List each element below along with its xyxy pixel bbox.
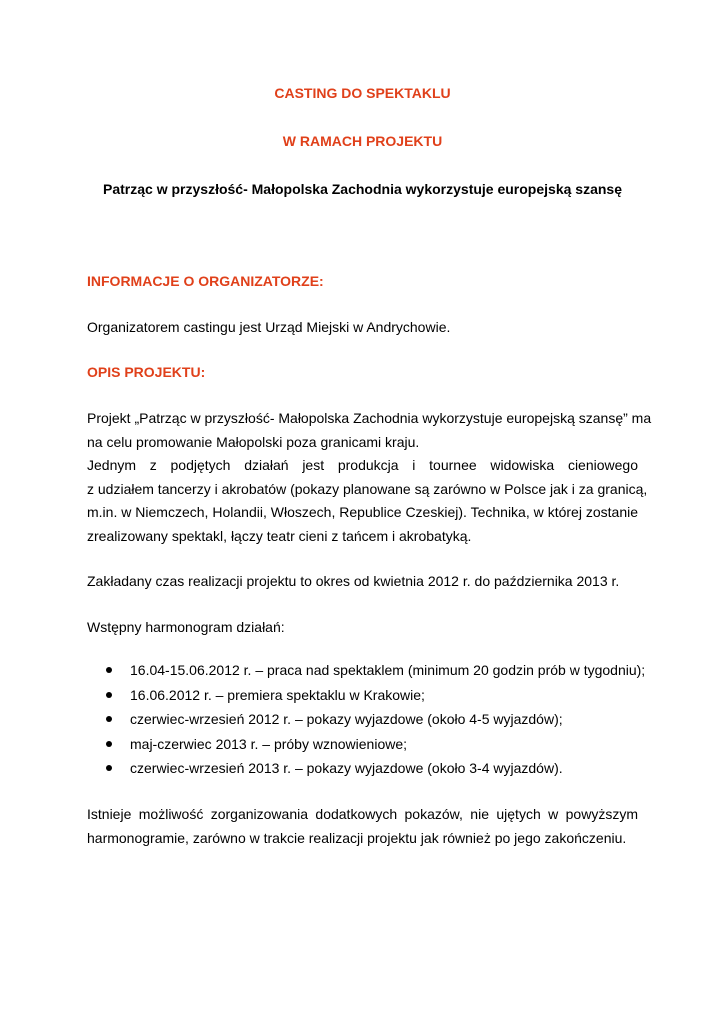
description-heading: OPIS PROJEKTU: [87,364,206,380]
schedule-item-text: 16.04-15.06.2012 r. – praca nad spektaklem (minimum 20 godzin prób w tygodniu); [130,662,646,678]
schedule-item-text: czerwiec-wrzesień 2012 r. – pokazy wyjazdowe (około 4-5 wyjazdów); [130,711,563,727]
description-paragraph-line: Projekt „Patrząc w przyszłość- Małopolska Zachodnia wykorzystuje europejską szansę” ma [87,410,652,426]
schedule-item-text: 16.06.2012 r. – premiera spektaklu w Krakowie; [130,686,425,703]
organizer-text: Organizatorem castingu jest Urząd Miejski w Andrychowie. [87,319,451,335]
list-item [106,736,645,761]
organizer-heading: INFORMACJE O ORGANIZATORZE: [87,273,324,289]
document-title: CASTING DO SPEKTAKLU [274,85,451,101]
schedule-intro: Wstępny harmonogram działań: [87,619,285,635]
description-paragraph-line: Jednym z podjętych działań jest produkcja i tournee widowiska cieniowego [87,457,638,473]
project-name: Patrząc w przyszłość- Małopolska Zachodnia wykorzystuje europejską szansę [103,181,622,197]
description-paragraph-line: z udziałem tancerzy i akrobatów (pokazy planowane są zarówno w Polsce jak i za granicą, [87,481,648,497]
bullet-icon [106,716,112,722]
closing-paragraph-line: Istnieje możliwość zorganizowania dodatkowych pokazów, nie ujętych w powyższym [87,806,638,822]
list-item [106,711,645,736]
schedule-list [106,662,645,785]
bullet-icon [106,667,112,673]
description-paragraph-line: zrealizowany spektakl, łączy teatr cieni z tańcem i akrobatyką. [87,528,472,544]
list-item [106,760,645,785]
bullet-icon [106,692,112,698]
project-timeframe: Zakładany czas realizacji projektu to okres od kwietnia 2012 r. do października 2013 r. [87,573,620,589]
list-item [106,662,645,687]
bullet-icon [106,765,112,771]
schedule-item-text: maj-czerwiec 2013 r. – próby wznowieniowe; [130,735,408,752]
document-subtitle: W RAMACH PROJEKTU [282,133,443,149]
list-item [106,687,645,712]
description-paragraph-line: na celu promowanie Małopolski poza granicami kraju. [87,434,420,450]
closing-paragraph-line: harmonogramie, zarówno w trakcie realizacji projektu jak również po jego zakończeniu. [87,830,627,846]
schedule-item-text: czerwiec-wrzesień 2013 r. – pokazy wyjazdowe (około 3-4 wyjazdów). [130,760,563,776]
bullet-icon [106,741,112,747]
description-paragraph-line: m.in. w Niemczech, Holandii, Włoszech, Republice Czeskiej). Technika, w której zostanie [87,504,638,520]
